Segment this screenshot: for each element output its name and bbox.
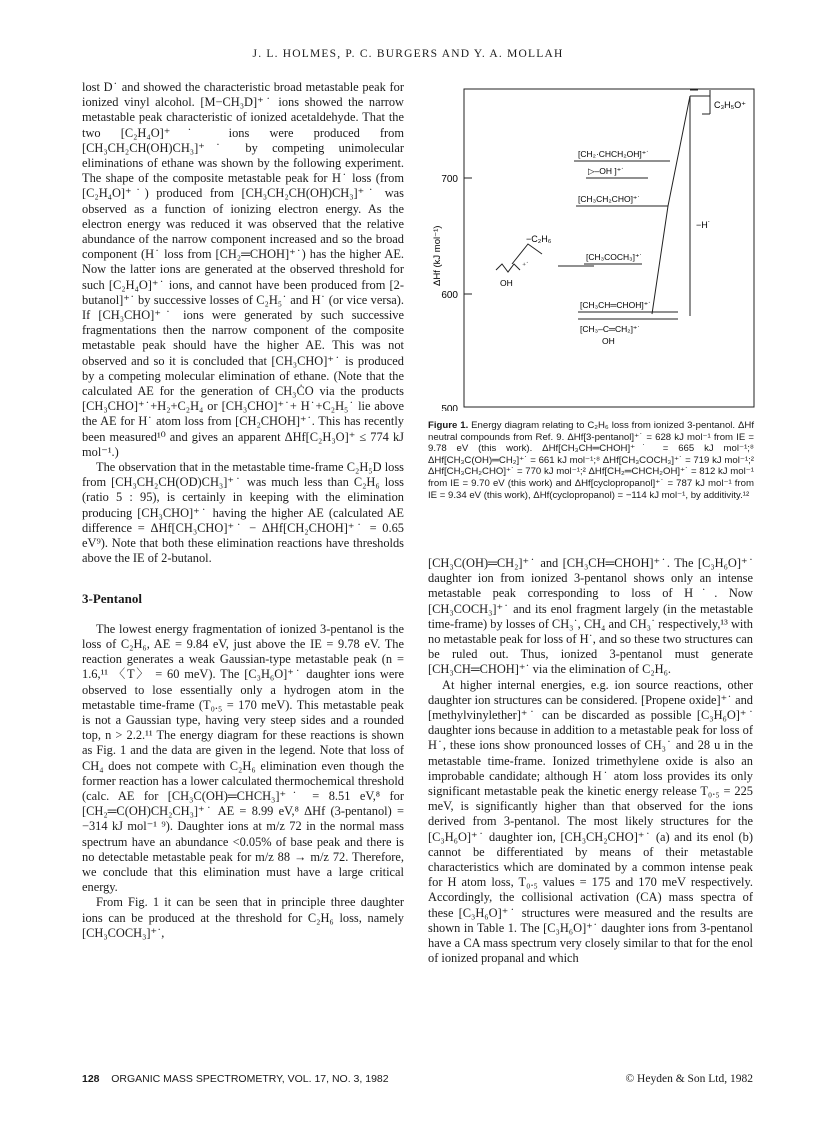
right-paragraph-1: [CH₃C(OH)═CH₂]⁺˙ and [CH₃CH═CHOH]⁺˙. The [C₃H₆O]⁺˙ daughter ion from ionized 3-pentanol shows only an intense metastable peak corresponding to loss of H˙. Now [CH₃COCH₃]⁺˙ and its enol fragment largely (in the metastable time-frame) by losses of CH₃˙, CH₄ and CH₃˙ respectively,¹³ with no metastable peak for loss of H˙, and so these two structures can be ruled out. Thus, ionized 3-pentanol must generate [CH₃CH═CHOH]⁺˙ via the elimination of C₂H₆. (428, 556, 753, 677)
section-heading: 3-Pentanol (82, 590, 142, 606)
left-column (82, 80, 404, 941)
left-paragraph-2: The observation that in the metastable time-frame C₂H₅D loss from [CH₃CH₂CH(OD)CH₃]⁺˙ was much less than C₂H₆ loss (ratio 5 : 95), is certainly in keeping with the elimination producing [CH₃CHO]⁺˙ having the higher AE (calculated AE difference = ΔHf[CH₃CHO]⁺˙ − ΔHf[CH₂CHOH]⁺˙ = 0.65 eV⁹). Note that both these elimination reactions have thresholds above the IE of 2-butanol. (82, 460, 404, 566)
tick-label-600: 600 (441, 290, 458, 301)
h-loss-path (652, 96, 690, 314)
label-pentanol-ion: ⁺˙ (522, 261, 529, 270)
label-c3h5o: C₃H₅O⁺ (714, 100, 747, 110)
running-header: J. L. HOLMES, P. C. BURGERS AND Y. A. MOLLAH (252, 48, 564, 60)
tick-label-500: 500 (441, 404, 458, 411)
pentanol-structure-icon (496, 264, 520, 272)
label-enol-2: [CH₃–C═CH₂]⁺˙ (580, 324, 641, 334)
energy-diagram (428, 86, 756, 411)
energy-diagram-figure (428, 86, 756, 411)
right-paragraph-2: At higher internal energies, e.g. ion source reactions, other daughter ion structures can be considered. [Propene oxide]⁺˙ and [methylvinylether]⁺˙ can be discarded as possible [C₃H₆O]⁺˙ daughter ions because in addition to a metastable peak for loss of H˙, these ions show pronounced losses of CH₃˙ and 28 u in the metastable time-frame. Ionized trimethylene oxide is also an improbable candidate; although H˙ atom loss provides its only significant metastable peak the kinetic energy release T₀.₅ = 225 meV, is significantly higher than that observed for the ions derived from 3-pentanol. The most likely structures for the [C₃H₆O]⁺˙ daughter ion, [CH₃CH₂CHO]⁺˙ (a) and its enol (b) cannot be differentiated by means of their metastable characteristics which are dominated by a common intense peak for H atom loss, T₀.₅ values = 175 and 170 meV respectively. Accordingly, the collisional activation (CA) mass spectra of these [C₃H₆O]⁺˙ structures were measured and the results are shown in Table 1. The [C₃H₆O]⁺˙ daughter ions from 3-pentanol have a CA mass spectrum very closely similar to that for the enol of ionized propanal and which (428, 677, 753, 966)
label-pentanol-oh: OH (500, 278, 513, 288)
tick-label-700: 700 (441, 174, 458, 185)
plot-frame (464, 89, 754, 407)
label-c2h6-loss: −C₂H₆ (526, 234, 552, 244)
left-paragraph-4: From Fig. 1 it can be seen that in principle three daughter ions can be produced at the threshold for C₂H₆ loss, namely [CH₃COCH₃]⁺˙, (82, 895, 404, 940)
page-number: 128 (82, 1073, 100, 1085)
label-cyclopropanol: ▷–OH ]⁺˙ (588, 166, 625, 176)
left-paragraph-1: lost D˙ and showed the characteristic broad metastable peak for ionized vinyl alcohol. [M−CH₃D]⁺˙ ions showed the narrow metastable peak characteristic of ionized acetaldehyde. That the two [C₂H₄O]⁺˙ ions were produced from [CH₃CH₂CH(OH)CH₃]⁺˙ by competing unimolecular eliminations of ethane was shown by the following experiment. The shape of the composite metastable peak for H˙ loss (from [C₂H₄O]⁺˙) produced from [CH₃CH₂CH(OH)CH₃]⁺˙ was observed as a function of ionizing electron energy. As the electron energy was reduced it was observed that the relative abundance of the narrow component increased and so the broad component (H˙ loss from [CH₂═CHOH]⁺˙) has the higher AE. Now the latter ions are generated at the observed threshold for such [C₂H₄O]⁺˙ ions, and cannot have been produced from [2-butanol]⁺˙ by successive losses of C₂H₅˙ and H˙ (or vice versa). If [CH₃CHO]⁺˙ ions were generated by such successive fragmentations then the narrow component of the composite metastable peak should have the higher AE. This was not observed and so it is concluded that [CH₃CHO]⁺˙ is produced by a competing molecular elimination of ethane. (Note that the calculated AE for the generation of CH₃ĊO via the products [CH₃CHO]⁺˙+H₂+C₂H₄ or [CH₃CHO]⁺˙+ H˙+C₂H₅˙ lie above the AE for H˙ atom loss from [CH₂CHOH]⁺˙. This has recently been measured¹⁰ and gives an apparent ΔHf[C₂H₃O]⁺ ≤ 774 kJ mol⁻¹.) (82, 80, 404, 459)
footer-journal (82, 1073, 389, 1085)
footer-copyright: © Heyden & Son Ltd, 1982 (625, 1073, 753, 1085)
label-propanal: [CH₃CH₂CHO]⁺˙ (578, 194, 641, 204)
label-allyl-alcohol: [CH₂·CHCH₂OH]⁺˙ (578, 149, 650, 159)
journal-name: ORGANIC MASS SPECTROMETRY, VOL. 17, NO. 3, 1982 (111, 1073, 389, 1085)
y-axis-label: ΔHf (kJ mol⁻¹) (432, 225, 443, 286)
caption-label: Figure 1. (428, 420, 469, 431)
label-acetone: [CH₃COCH₃]⁺˙ (586, 252, 643, 262)
label-enol-1: [CH₃CH═CHOH]⁺˙ (580, 300, 652, 310)
label-h-loss: −H˙ (696, 220, 711, 230)
figure-caption (428, 420, 754, 501)
right-column (428, 556, 753, 966)
caption-text: Energy diagram relating to C₂H₆ loss from ionized 3-pentanol. ΔHf neutral compounds from Ref. 9. ΔHf[3-pentanol]⁺˙ = 628 kJ mol⁻¹ from IE = 9.78 eV (this work). ΔHf[CH₃CH═CHOH]⁺˙ = 665 kJ mol⁻¹;⁸ ΔHf[CH₃C(OH)═CH₂]⁺˙ = 661 kJ mol⁻¹;⁸ ΔHf[CH₃COCH₃]⁺˙ = 719 kJ mol⁻¹;² ΔHf[CH₃CH₂CHO]⁺˙ = 770 kJ mol⁻¹;² ΔHf[CH₂═CHCH₂OH]⁺˙ = 812 kJ mol⁻¹ from IE = 9.70 eV (this work) and ΔHf[cyclopropanol]⁺˙ = 787 kJ mol⁻¹ from IE = 9.34 eV (this work), ΔHf(cyclopropanol) = −114 kJ mol⁻¹, by additivity.¹² (428, 420, 755, 501)
label-enol-2-oh: OH (602, 336, 615, 346)
left-paragraph-3: The lowest energy fragmentation of ionized 3-pentanol is the loss of C₂H₆, AE = 9.84 eV, just above the IE = 9.78 eV. The reaction generates a weak Gaussian-type metastable peak (n = 1.6,¹¹ 〈T〉 = 60 meV). The [C₃H₆O]⁺˙ daughter ions were observed to lose essentially only a hydrogen atom in the metastable time-frame (T₀.₅ = 170 meV). This metastable peak is not a Gaussian type, having very steep sides and a rounded top, n > 2.2.¹¹ The energy diagram for these reactions is shown as Fig. 1 and the data are given in the legend. Note that loss of CH₄ does not compete with C₂H₆ elimination even though the former reaction has a lower calculated thermochemical threshold (calc. AE for [CH₃C(OH)═CHCH₃]⁺˙ = 8.51 eV,⁸ for [CH₂═C(OH)CH₂CH₃]⁺˙ AE = 8.99 eV,⁸ ΔHf (3-pentanol) = −314 kJ mol⁻¹ ⁹). Daughter ions at m/z 72 in the normal mass spectrum have an abundance <0.05% of base peak and there is no detectable metastable peak for m/z 88 → m/z 72. Therefore, we conclude that this elimination must have a large critical energy. (82, 621, 404, 895)
